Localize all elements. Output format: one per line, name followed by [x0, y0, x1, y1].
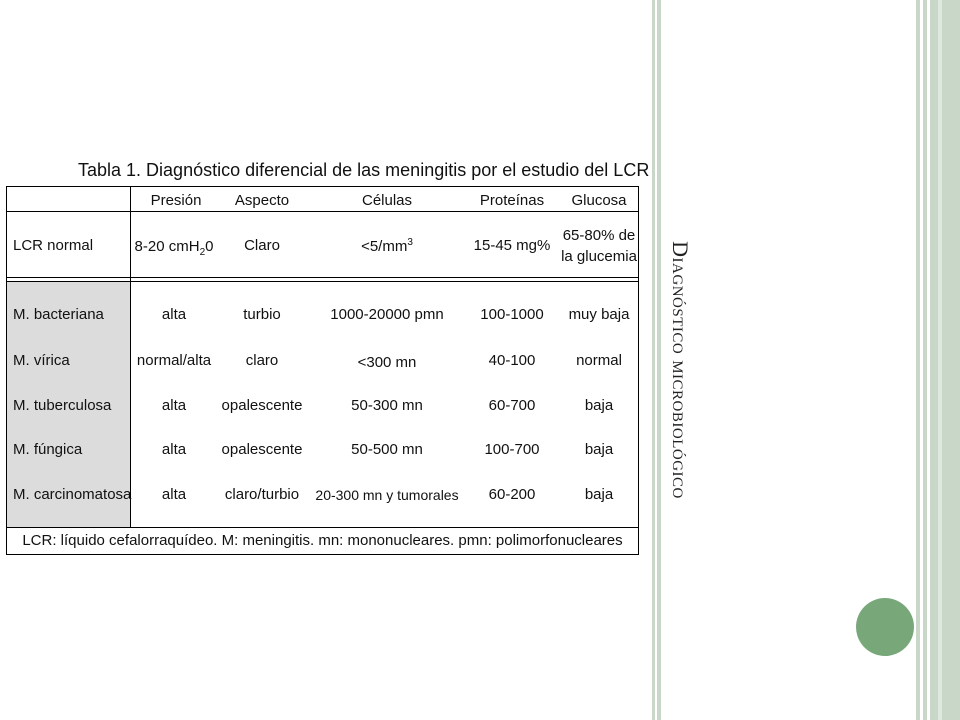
cell-normal-celulas: $<5/mm^3$: [361, 237, 413, 255]
row-label: M. tuberculosa: [13, 397, 112, 414]
decorative-stripe: [652, 0, 655, 720]
cell-presion: alta: [161, 306, 187, 323]
cell-glucosa: muy baja: [568, 306, 630, 323]
cell-glucosa: normal: [576, 352, 622, 369]
decorative-stripe: [930, 0, 960, 720]
cell-aspecto: opalescente: [221, 397, 303, 414]
decorative-stripe: [923, 0, 927, 720]
table-rule: [7, 277, 638, 278]
cell-glucosa: baja: [584, 397, 614, 414]
table-caption: Tabla 1. Diagnóstico diferencial de las meningitis por el estudio del LCR: [78, 160, 650, 180]
row-label: M. bacteriana: [13, 306, 104, 323]
cell-presion: normal/alta: [136, 352, 212, 369]
cell-normal-proteinas: 15-45 mg%: [473, 237, 551, 254]
cell-glucosa: baja: [584, 441, 614, 458]
row-label: M. fúngica: [13, 441, 83, 458]
cell-normal-glucosa-line2: la glucemia: [561, 248, 637, 265]
cell-aspecto: turbio: [243, 306, 281, 323]
table-footnote: LCR: líquido cefalorraquídeo. M: meningitis. mn: mononucleares. pmn: polimorfonucleares: [22, 532, 623, 549]
cell-proteinas: 60-700: [488, 397, 536, 414]
decorative-stripe: [916, 0, 920, 720]
cell-glucosa: baja: [584, 486, 614, 503]
decorative-circle: [856, 598, 914, 656]
header-proteinas: Proteínas: [479, 192, 545, 209]
cell-aspecto: opalescente: [221, 441, 303, 458]
cell-celulas: 50-300 mn: [351, 397, 423, 414]
cell-normal-presion: 8-20 cmH$_2$0: [134, 238, 214, 258]
row-label-lcr-normal: LCR normal: [13, 237, 94, 254]
cell-presion: alta: [161, 441, 187, 458]
cell-presion: alta: [161, 397, 187, 414]
cell-celulas: 20-300 mn y tumorales: [315, 487, 459, 503]
table-rule: [130, 187, 131, 527]
cell-aspecto: claro/turbio: [224, 486, 300, 503]
header-glucosa: Glucosa: [571, 192, 627, 209]
cell-celulas: 1000-20000 pmn: [330, 306, 444, 323]
cell-celulas: 50-500 mn: [351, 441, 423, 458]
header-aspecto: Aspecto: [234, 192, 290, 209]
cell-normal-aspecto: Claro: [244, 237, 280, 254]
cell-proteinas: 60-200: [488, 486, 536, 503]
slide-title: Diagnóstico microbiológico: [668, 241, 693, 499]
cell-proteinas: 100-1000: [480, 306, 544, 323]
cell-celulas: <300 mn: [357, 354, 417, 371]
decorative-stripe: [657, 0, 661, 720]
cell-presion: alta: [161, 486, 187, 503]
cell-aspecto: claro: [245, 352, 279, 369]
diagnosis-table: [6, 186, 639, 555]
cell-proteinas: 40-100: [488, 352, 536, 369]
cell-proteinas: 100-700: [484, 441, 540, 458]
table-rule: [7, 211, 638, 212]
decorative-stripe: [938, 0, 942, 720]
cell-normal-glucosa-line1: 65-80% de: [562, 227, 636, 244]
row-label: M. carcinomatosa: [13, 486, 132, 503]
table-rule: [7, 527, 638, 528]
header-presion: Presión: [150, 192, 202, 209]
row-label: M. vírica: [13, 352, 70, 369]
header-celulas: Células: [361, 192, 413, 209]
table-rule: [7, 281, 638, 282]
